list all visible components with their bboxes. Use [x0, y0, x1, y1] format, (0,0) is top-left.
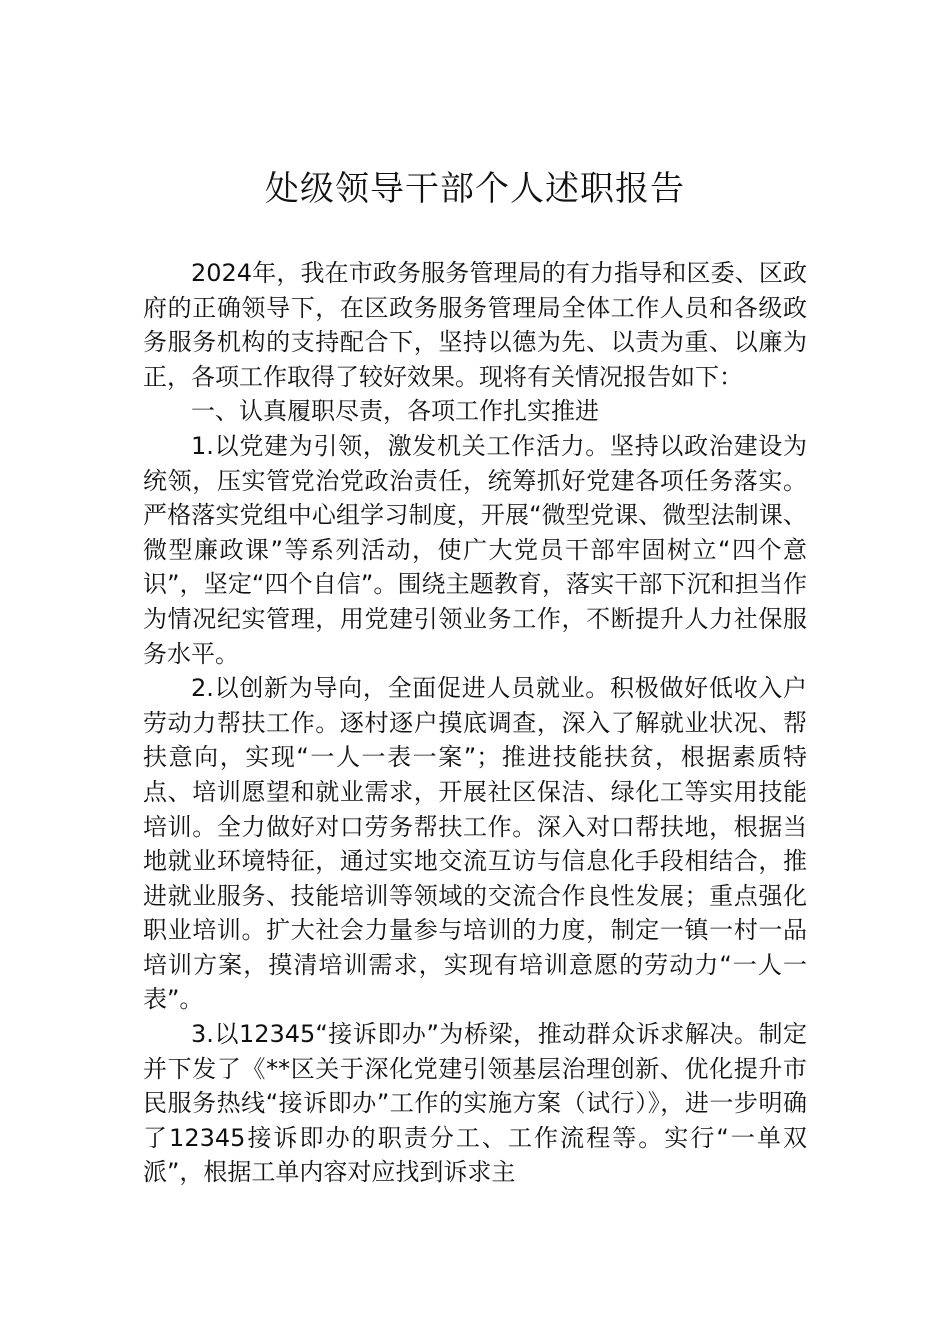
intro-paragraph: 2024年，我在市政务服务管理局的有力指导和区委、区政府的正确领导下，在区政务服务管理局全体工作人员和各级政务服务机构的支持配合下，坚持以德为先、以责为重、以廉为正，各项工作取得了较好效果。现将有关情况报告如下： — [143, 259, 807, 391]
document-title: 处级领导干部个人述职报告 — [265, 169, 685, 209]
body-paragraph: 1.以党建为引领，激发机关工作活力。坚持以政治建设为统领，压实管党治党政治责任，统筹抓好党建各项任务落实。严格落实党组中心组学习制度，开展“微型党课、微型法制课、微型廉政课”等系列活动，使广大党员干部牢固树立“四个意识”，坚定“四个自信”。围绕主题教育，落实干部下沉和担当作为情况纪实管理，用党建引领业务工作，不断提升人力社保服务水平。 — [143, 431, 807, 668]
document-body — [143, 256, 807, 1190]
body-paragraph: 2.以创新为导向，全面促进人员就业。积极做好低收入户劳动力帮扶工作。逐村逐户摸底调查，深入了解就业状况、帮扶意向，实现“一人一表一案”；推进技能扶贫，根据素质特点、培训愿望和就业需求，开展社区保洁、绿化工等实用技能培训。全力做好对口劳务帮扶工作。深入对口帮扶地，根据当地就业环境特征，通过实地交流互访与信息化手段相结合，推进就业服务、技能培训等领域的交流合作良性发展；重点强化职业培训。扩大社会力量参与培训的力度，制定一镇一村一品培训方案，摸清培训需求，实现有培训意愿的劳动力“一人一表”。 — [143, 674, 807, 1014]
body-paragraph: 3.以12345“接诉即办”为桥梁，推动群众诉求解决。制定并下发了《**区关于深化党建引领基层治理创新、优化提升市民服务热线“接诉即办”工作的实施方案（试行）》，进一步明确了12345接诉即办的职责分工、工作流程等。实行“一单双派”，根据工单内容对应找到诉求主 — [143, 1020, 807, 1187]
section-heading: 一、认真履职尽责，各项工作扎实推进 — [191, 397, 599, 426]
